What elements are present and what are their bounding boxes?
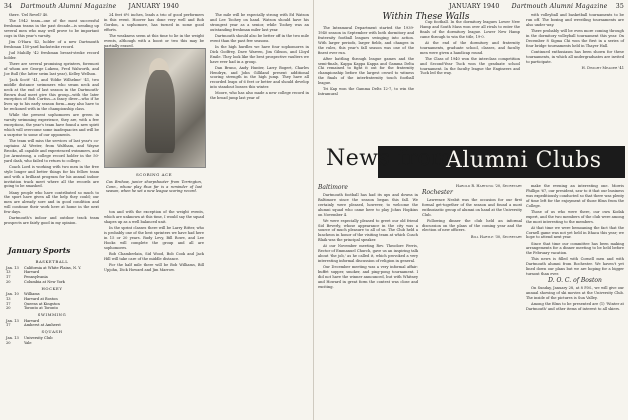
- schedule-row: 20 Toronto at Toronto: [6, 306, 59, 311]
- right-page: [314, 0, 628, 420]
- paragraph: Those of us who were there, our own Kodak expert, and the two members of the club were among the most interesting to the members.: [526, 209, 624, 224]
- middle-clubs-column: [422, 184, 522, 239]
- paragraph: Dartmouth football has had its ups and downs in Baltimore since the season began this fall. We certainly were pleased, however, to welcome the alumni squad who came here to play Johns Hopkins on November 4.: [318, 192, 418, 217]
- issue-date: JANUARY 1940: [448, 3, 500, 10]
- paragraph: Coach Lord is working with two men in the free style longer and better things for his fellow team and with a brilliant program for his annual indoor invitation track meet where all the records are going to be smashed.: [4, 164, 99, 189]
- schedule-row: Jan. 10 Williams: [6, 292, 40, 297]
- schedule-row: 17 Pennsylvania: [6, 275, 48, 280]
- paragraph: Dartmouth should also be better off in the two mile event than the past few seasons.: [210, 33, 309, 43]
- player-figure: [145, 70, 175, 153]
- paragraph: In the sprint classes there will be Larry Ritter, who is probably one of the best sprinters we have had here in 15 or 20 years. Rudy Levy, Bill Rowe, and Lee Hooks will complete the group and all are sophomores.: [104, 225, 204, 250]
- sports-schedule: [6, 258, 98, 345]
- paragraph: After battling through league games and the semi-finals, Kappa Kappa Kappa and Gamma Delta Chi remained to fight it out for the fraternity championship before the largest crowd to witness the finals of the interfraternity touch football league.: [318, 56, 414, 86]
- page-number: 34: [4, 3, 13, 10]
- schedule-row: 17 Queens at Kingston: [6, 301, 60, 306]
- paragraph: Bob Chamberlain, Sid Wood, Bob Cook and Jack Hill will take care of the middle distance.: [104, 251, 204, 261]
- paragraph: On Sunday, January 28, at 8 P.M., we will give our annual showing of ski movies at the University Club. The inside of the pictures is Sun Valley.: [526, 285, 624, 300]
- schedule-row: 13 Harvard: [6, 270, 40, 275]
- paragraph: Since that time our committee has been making arrangements for a dinner meeting to be held before the February vacation.: [526, 241, 624, 256]
- author-signature: H. Dwight Meader '41: [581, 65, 624, 70]
- schedule-row: 13 Harvard at Boston: [6, 296, 58, 301]
- schedule-row: 20 Yale: [6, 340, 32, 345]
- paragraph: This news is filled with Cornell men and with Dartmouth alumni from Rochester. We haven't yet lined down our plans but we are hoping for a bigger turnout than ever.: [526, 257, 624, 277]
- paragraph: While the present sophomores are green in varsity swimming experience, they are, with a few exceptions, the year's team have found a new spirit which will overcome some inadequacies and will be a surprise to some of our opponents.: [4, 113, 99, 137]
- paragraph: there. 'Del Revell' 40.: [9, 13, 49, 17]
- paragraph: We were especially pleased to greet our old friend Sid Beverly, whose appearance in the city was a source of much pleasure to all of us. The Club held a luncheon in honor of the visiting team at which Coach Blaik was the principal speaker.: [318, 218, 418, 243]
- schedule-row: Jan. 13 Harvard: [6, 318, 40, 323]
- paragraph: Our December meeting was a very informal affair: buffet supper, smoker, and ping-pong tournament. I did not have the winner announced, but with Whitney and Howard in great form the contest was close and exciting.: [318, 265, 418, 289]
- paragraph: Dartmouth's indoor and outdoor track team prospects are fairly good in my opinion.: [4, 216, 99, 226]
- paragraph: Jim O'Hara '42, holder of a new Dartmouth freshman 150-yard backstroke record.: [4, 39, 99, 49]
- doc-boston-heading: D. O. C. of Boston: [548, 277, 602, 285]
- schedule-row: Jan. 13 University Club: [6, 335, 53, 340]
- paragraph: Continued enthusiasm has been shown for these tournaments, in which all undergraduates are invited to participate.: [526, 49, 624, 64]
- paragraph: Cup football. In the dormitory leagues Lower New Hamp and South Mass won over all rivals to enter the finals of the dormitory league. Lower New Hamp came through to win the title, 19-0.: [420, 20, 520, 39]
- paragraph: The weakness seem at this time to lie in the weight events, although with a boost or two this may be partially erased.: [104, 33, 204, 48]
- paragraph: Many people who have contributed so much to the sport have given all the help they could; our men are already sore and in good condition and will continue their work here at home in the next few days.: [4, 190, 99, 215]
- baltimore-heading: Baltimore: [318, 184, 348, 191]
- paragraph: There probably will be even more coming through in the dormitory volleyball tournament this year. On December 8 Sigma Chi won the first in a series of four bridge tournaments held in Thayer Hall.: [526, 28, 624, 48]
- sport-heading: HOCKEY: [41, 285, 63, 291]
- left-column-1: [4, 13, 99, 227]
- baltimore-signature: Harold R. Hartung '20, Secretary: [455, 184, 522, 188]
- right-clubs-column: [526, 184, 624, 313]
- right-running-head: [449, 3, 624, 10]
- january-sports-title: January Sports: [8, 246, 71, 255]
- photo-caption-title: SCORING ACE: [135, 172, 172, 177]
- baltimore-column: [318, 184, 418, 291]
- left-column-2-lower: [104, 210, 204, 274]
- scoring-ace-photo: [104, 48, 206, 168]
- paragraph: At the end of the dormitory and fraternity tournaments, graduate school, classes, and faculty men were given a handicap round.: [420, 40, 520, 55]
- paragraph: At our November meeting Rev. Theodore Ferris, Rector of Emmanuel Church, gave us an inspiring talk about 'the job,' as he called it, which provoked a very interesting informal discussion of religion in general.: [318, 244, 418, 264]
- paragraph: The Intramural Department started the 1939-1940 season in September with both dormitory and fraternity football leagues swinging into action. With larger periods, larger fields, and changes in the rules, this year's fall season was one of the finest ever run.: [318, 26, 414, 55]
- paragraph: make the evening an interesting one. Morris Phillips '67, our president, saw to it that our business was expeditiously conducted so that there was plenty of time left for the enjoyment of those films from the College.: [526, 184, 624, 208]
- left-column-3: [210, 13, 309, 102]
- issue-date: JANUARY 1940: [128, 3, 180, 10]
- paragraph: The team will miss the services of last year's co-captains Al Wester, from Waltham, and Wayne Brooks, all capable and experienced swimmers, and Joe Armstrong, a college record holder in the 50-yard dash, who failed to return to college.: [4, 139, 99, 163]
- page-number: 35: [615, 3, 624, 10]
- paragraph: At that time we were bemoaning the fact that the Cornell game was not yet held in Ithaca this year; we hope to attend next year.: [526, 225, 624, 240]
- paragraph: Moore, who has also made a new college record in the broad jump last year of: [210, 91, 309, 101]
- right-column-1: [318, 26, 414, 98]
- paragraph: Among the films to be presented are (1) 'Winter at Dartmouth' and other items of interest to all skiers.: [526, 301, 624, 311]
- magazine-title: Dartmouth Alumni Magazine: [20, 3, 117, 10]
- magazine-title: Dartmouth Alumni Magazine: [511, 3, 608, 10]
- paragraph: Lawrence Nesbit was the occasion for our first formal get-together of the season and found a most enthusiastic group of alumni on hand at the University Club.: [422, 197, 522, 217]
- paragraph: For the half mile there will be Bob Williams, Bill Upjohn, Dick Howard and Jim Marrow.: [104, 262, 204, 272]
- right-column-3: [526, 13, 624, 71]
- schedule-row: 17 Amherst at Amherst: [6, 323, 61, 328]
- paragraph: 'Jack Scott' '41, and 'Eddie Wilhelme' '41, two middle distance swimmers who swam neck and neck at the end of last season in the Dartmouth-Brown dual meet give this group—with the later exception of Bob Curtiss—a fancy diver—who if he lives up to his early season form—may also have to be reckoned with in the championship class.: [4, 77, 99, 112]
- paragraph: ton and with the exception of the weight events, which are unknown at this time, I would say the squad shapes up as a well balanced unit.: [104, 210, 204, 224]
- paragraph: Dan Bruno, Andy Hunter, Larry Bogert, Charles Hendryx, and John Gilliland present additional scoring strength in the high jump. They have all recorded leaps of 6 feet or better and should develop into standout bosses this winter.: [210, 65, 309, 90]
- schedule-row: Jan. 13 California at White Plains, N. Y.: [6, 265, 82, 270]
- paragraph: The 1942 team—one of the most successful freshman teams in the past decade—is sending up several men who may well prove to be important cogs in this year's varsity.: [4, 19, 99, 38]
- within-these-walls-title: Within These Walls: [382, 12, 470, 22]
- paragraph: In the high hurdles we have four sophomores in Dick Godfrey, Dave Warren, Jim Gibson, and Lloyd Emile. They look like the best prospective vaulters we have ever had in a group.: [210, 44, 309, 64]
- banner-alumni-clubs: Alumni Clubs: [446, 148, 602, 173]
- paragraph: Jud Mahilly '42 freshman breast-stroke record holder.: [4, 50, 99, 60]
- rochester-heading: Rochester: [422, 188, 453, 196]
- paragraph: The Class of 1940 won the interclass competition and Second-Year Tuck won the graduate school tournament. In the faculty league the Engineers and Tuck led the way.: [420, 56, 520, 76]
- paragraph: Tri Kap won the Gamma Delts 12-7, to win the Intramural: [318, 87, 414, 97]
- schedule-row: 20 Columbia at New York: [6, 279, 65, 284]
- left-running-head: [4, 3, 179, 10]
- sport-heading: SQUASH: [41, 329, 63, 335]
- paragraph: 24 feet 6½ inches, leads a trio of good performers in this event. Hoover has done very well and Bob Gordon, a sophomore, has turned in some good efforts.: [104, 13, 204, 32]
- paragraph: Following dinner the club held an informal discussion on the plans of the coming year and the election of new officers.: [422, 218, 522, 233]
- paragraph: There are several promising sprinters, foremost of whom are George Lukens, Fred Walworth, and Joe Bull (the latter swim last year), Kelley Wellson.: [4, 61, 99, 76]
- banner-news-from: News from: [326, 146, 453, 171]
- right-column-2: [420, 20, 520, 78]
- rochester-signature: Bill Hartle '30, Secretary: [470, 234, 522, 239]
- sport-heading: SWIMMING: [37, 312, 67, 318]
- paragraph: with volleyball and basketball tournaments to be run off. The boxing and wrestling tournaments are also under way.: [526, 13, 624, 27]
- sport-heading: BASKETBALL: [35, 259, 69, 264]
- photo-caption: Cas Brohaw, junior sharpshooter from Torrington, Conn., whose play thus far is a reminder of last season, when he set a new league scoring record.: [106, 180, 202, 194]
- paragraph: The mile will be especially strong with Ed Watson and Lee Toohey on hand. Watson should have his strongest year as a senior, while Toohey was an outstanding freshman miler last year.: [210, 13, 309, 32]
